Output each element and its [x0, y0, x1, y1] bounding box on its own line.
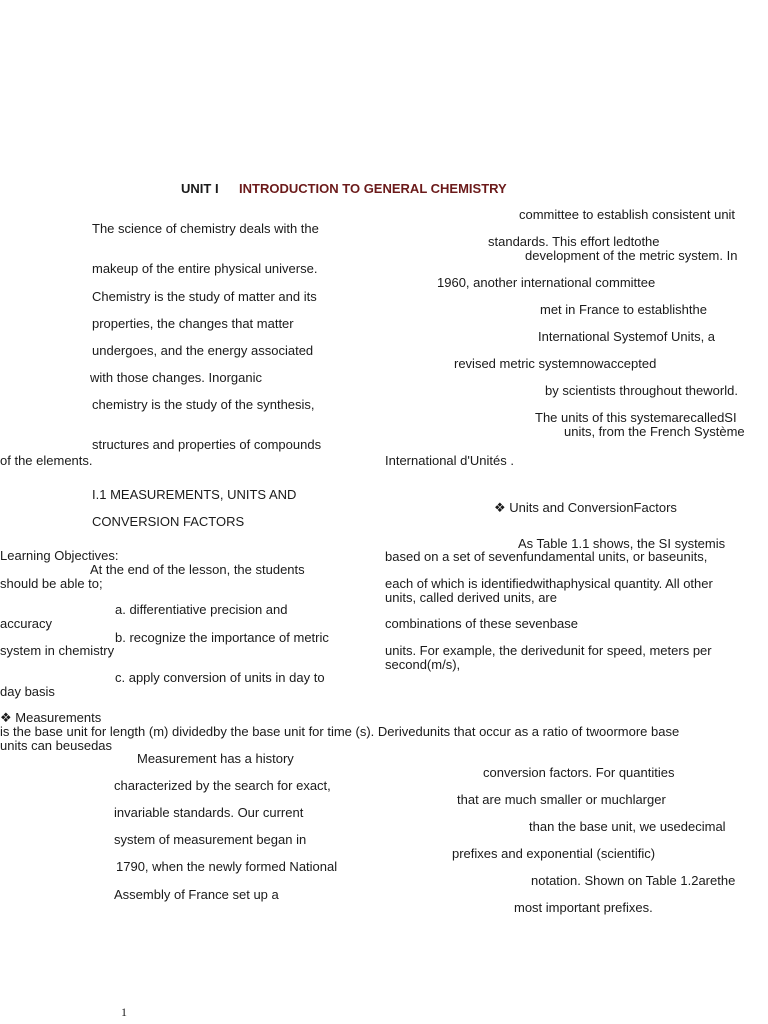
objective-item: accuracy — [0, 616, 53, 631]
right-para1-line: 1960, another international committee — [437, 275, 656, 290]
section-title-line: I.1 MEASUREMENTS, UNITS AND — [92, 487, 297, 502]
full-width-line: is the base unit for length (m) dividedby the base unit for time (s). Derivedunits that occur as a ratio of twoormore base — [0, 724, 680, 739]
right-para2-line: combinations of these sevenbase — [385, 616, 578, 631]
units-heading: ❖ Units and ConversionFactors — [494, 500, 677, 515]
left-para2-line: characterized by the search for exact, — [114, 778, 331, 793]
left-para1-line: with those changes. Inorganic — [90, 370, 262, 385]
right-para1-line: International d'Unités . — [385, 453, 514, 468]
right-para2-line: units. For example, the derivedunit for speed, meters per — [385, 643, 712, 658]
left-para2-line: Measurement has a history — [137, 751, 294, 766]
left-para2-line: Assembly of France set up a — [114, 887, 279, 902]
right-para1-line: committee to establish consistent unit — [519, 207, 736, 222]
left-para1-line: structures and properties of compounds — [92, 437, 322, 452]
objective-item: system in chemistry — [0, 643, 115, 658]
left-para2-line: invariable standards. Our current — [114, 805, 304, 820]
right-para2-line: second(m/s), — [385, 657, 461, 672]
measurements-heading: ❖ Measurements — [0, 710, 102, 725]
page-number: 1 — [121, 1005, 127, 1019]
right-para1-line: development of the metric system. In — [525, 248, 738, 263]
unit-label: UNIT I — [181, 181, 219, 196]
right-para1-line: revised metric systemnowaccepted — [454, 356, 657, 371]
right-para3-line: most important prefixes. — [514, 900, 653, 915]
right-para3-line: notation. Shown on Table 1.2arethe — [531, 873, 736, 888]
left-para2-line: system of measurement began in — [114, 832, 307, 847]
objective-item: day basis — [0, 684, 55, 699]
page-title: INTRODUCTION TO GENERAL CHEMISTRY — [239, 181, 507, 196]
objective-item: b. recognize the importance of metric — [115, 630, 329, 645]
objectives-line: should be able to; — [0, 576, 103, 591]
objective-item: a. differentiative precision and — [115, 602, 288, 617]
left-para1-line: The science of chemistry deals with the — [92, 221, 319, 236]
full-width-line: units can beusedas — [0, 738, 113, 753]
objectives-heading: Learning Objectives: — [0, 548, 119, 563]
right-para3-line: prefixes and exponential (scientific) — [452, 846, 656, 861]
right-para2-line: As Table 1.1 shows, the SI systemis — [518, 536, 726, 551]
right-para2-line: each of which is identifiedwithaphysical quantity. All other — [385, 576, 713, 591]
right-para3-line: conversion factors. For quantities — [483, 765, 675, 780]
right-para3-line: that are much smaller or muchlarger — [457, 792, 666, 807]
right-para1-line: met in France to establishthe — [540, 302, 707, 317]
objective-item: c. apply conversion of units in day to — [115, 670, 325, 685]
left-para1-line: chemistry is the study of the synthesis, — [92, 397, 315, 412]
left-para2-line: 1790, when the newly formed National — [116, 859, 338, 874]
left-para1-line: makeup of the entire physical universe. — [92, 261, 318, 276]
left-para1-line: Chemistry is the study of matter and its — [92, 289, 317, 304]
right-para1-line: by scientists throughout theworld. — [545, 383, 738, 398]
right-para1-line: The units of this systemarecalledSI — [535, 410, 737, 425]
right-para1-line: units, from the French Système — [564, 424, 745, 439]
left-para1-line: properties, the changes that matter — [92, 316, 294, 331]
left-para1-line: of the elements. — [0, 453, 93, 468]
left-para1-line: undergoes, and the energy associated — [92, 343, 314, 358]
objectives-line: At the end of the lesson, the students — [90, 562, 305, 577]
section-title-line: CONVERSION FACTORS — [92, 514, 245, 529]
right-para2-line: units, called derived units, are — [385, 590, 557, 605]
right-para1-line: standards. This effort ledtothe — [488, 234, 660, 249]
right-para3-line: than the base unit, we usedecimal — [529, 819, 726, 834]
right-para1-line: International Systemof Units, a — [538, 329, 716, 344]
right-para2-line: based on a set of sevenfundamental units, or baseunits, — [385, 549, 708, 564]
